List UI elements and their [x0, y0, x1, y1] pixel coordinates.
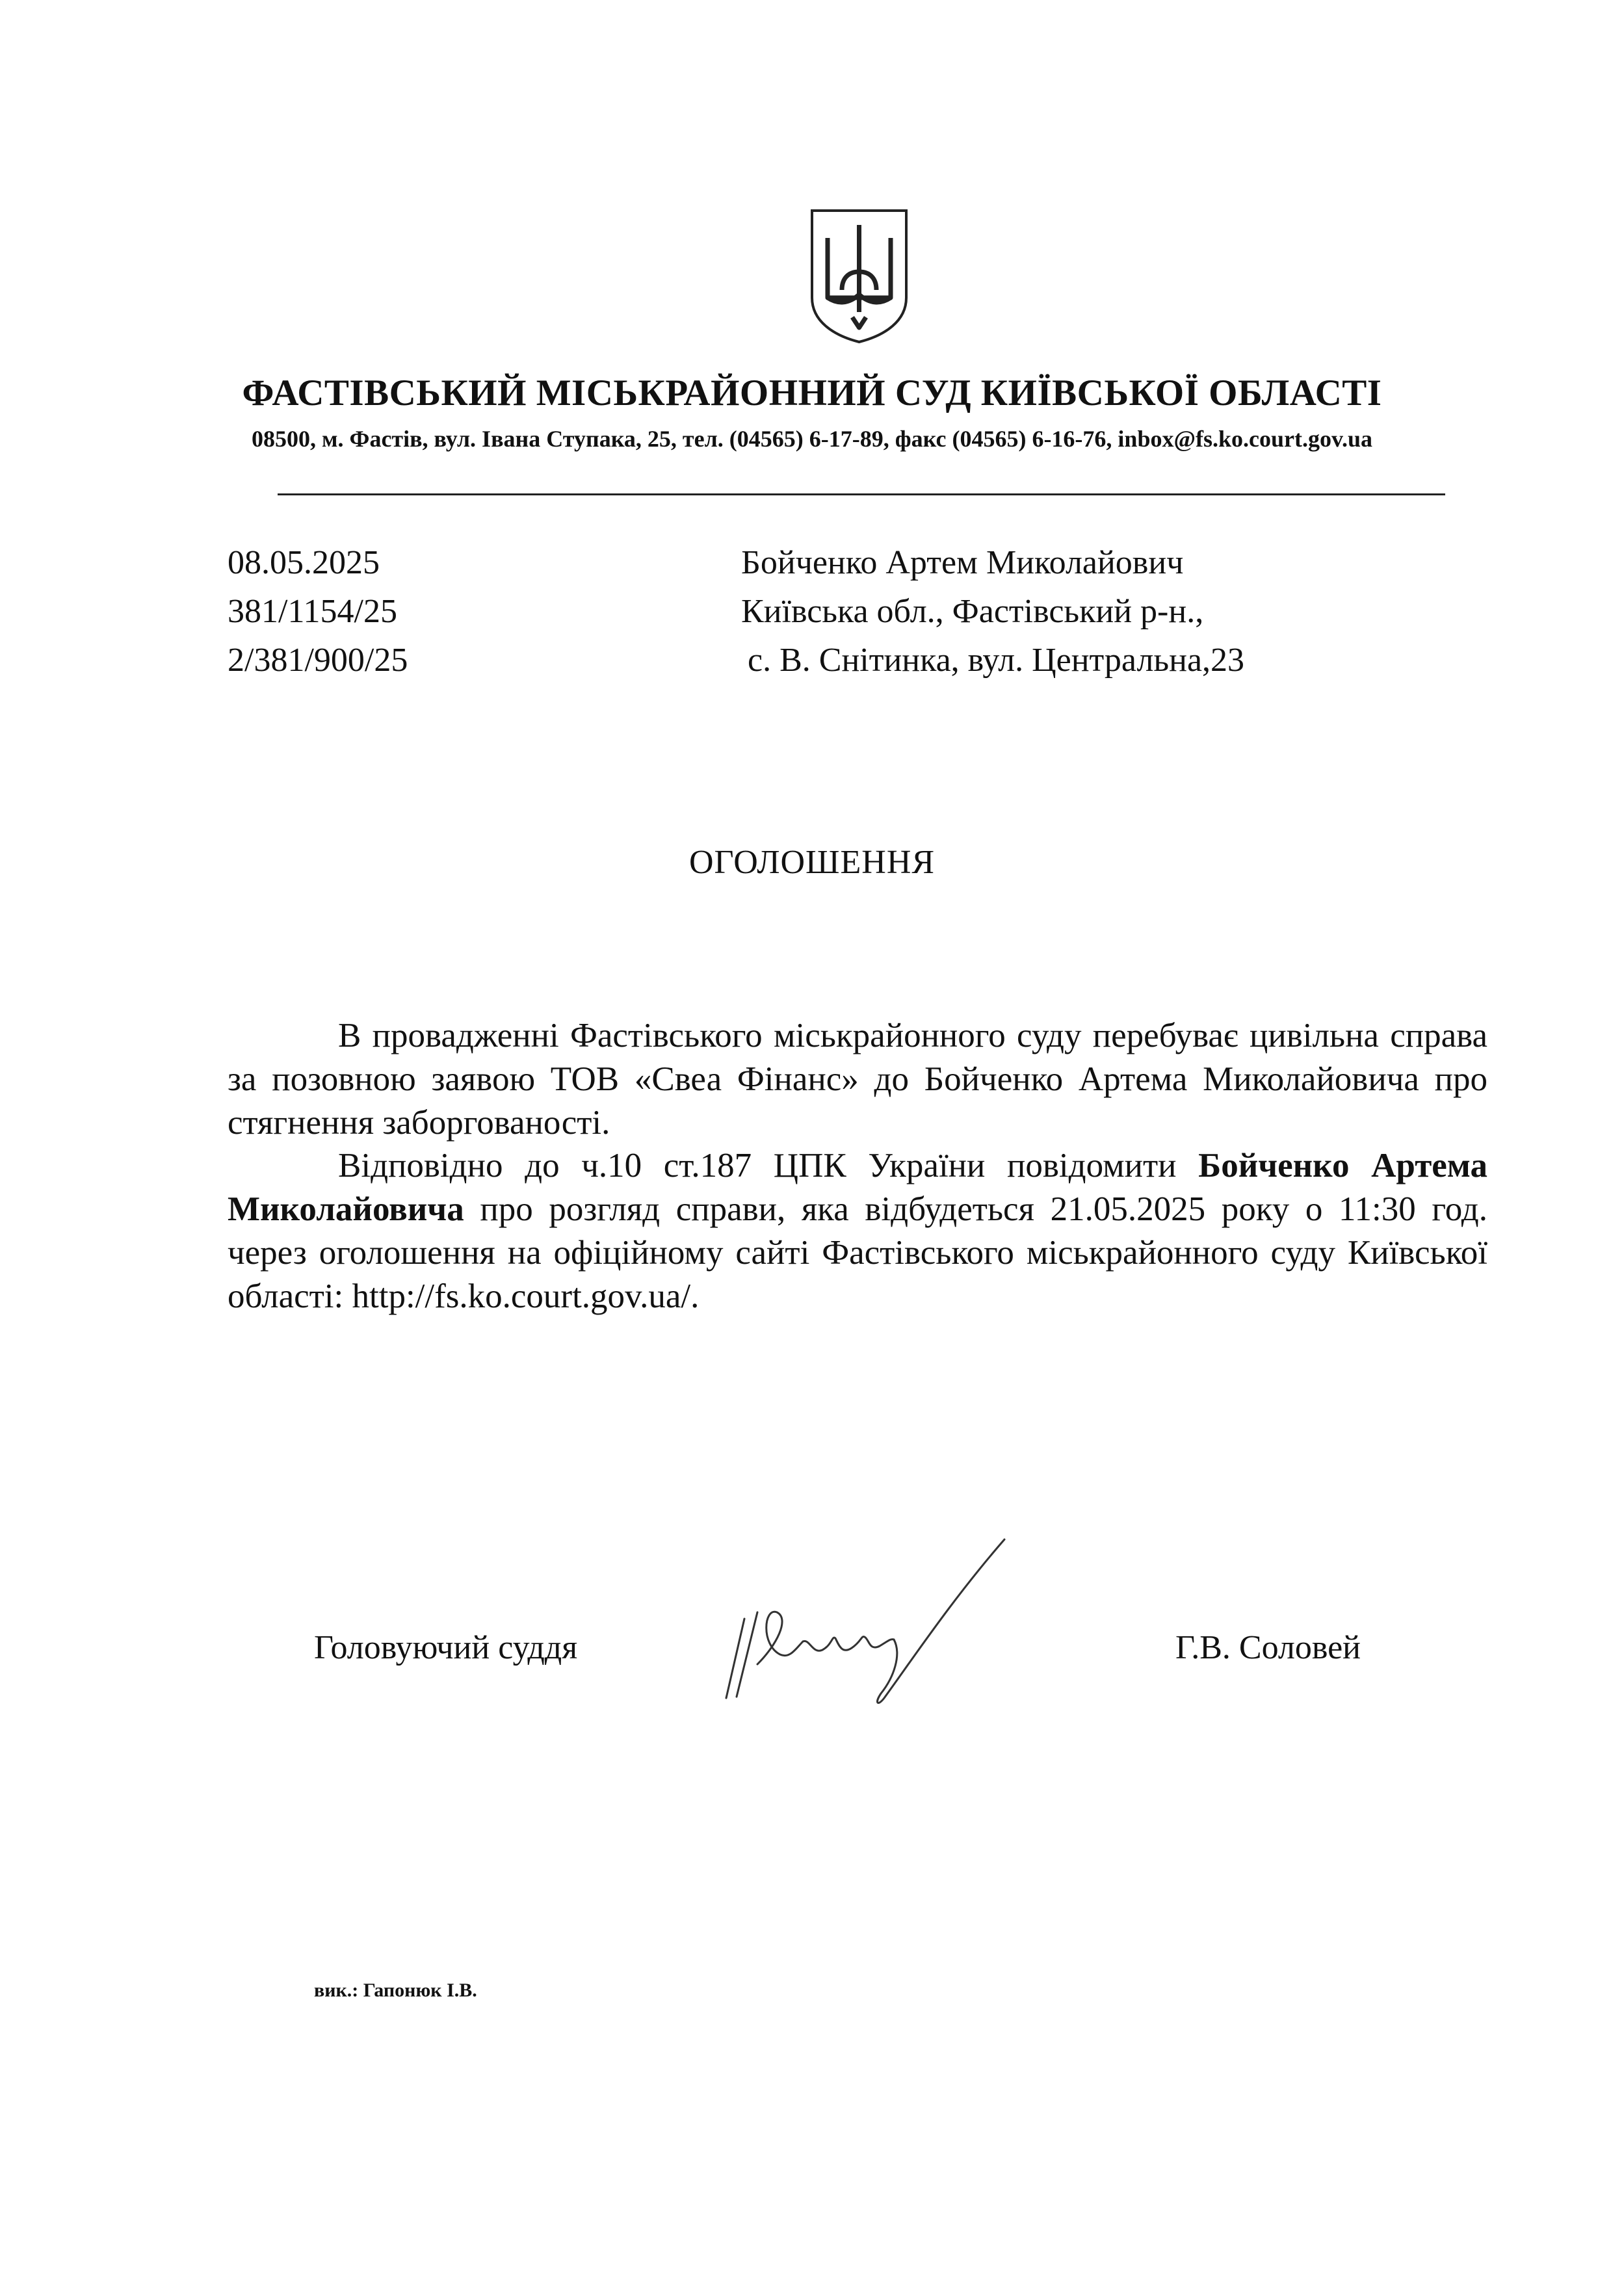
- document-date: 08.05.2025: [228, 544, 380, 581]
- addressee-line-3: с. В. Снітинка, вул. Центральна,23: [748, 642, 1245, 679]
- outgoing-number: 381/1154/25: [228, 593, 397, 630]
- paragraph-1-text: В провадженні Фастівського міськрайонного суду перебуває цивільна справа за позовною заявою ТОВ «Свеа Фінанс» до Бойченко Артема Миколайовича про стягнення заборгованості.: [228, 1017, 1487, 1142]
- header-divider: [278, 493, 1445, 495]
- addressee-name: Бойченко Артем Миколайович: [741, 544, 1184, 581]
- defendant-name-bold: Бойченко Артема Миколайовича: [228, 1147, 1487, 1228]
- addressee-line-2: Київська обл., Фастівський р-н.,: [741, 593, 1204, 630]
- coat-of-arms-icon: [808, 207, 910, 345]
- court-name: ФАСТІВСЬКИЙ МІСЬКРАЙОННИЙ СУД КИЇВСЬКОЇ ОБЛАСТІ: [242, 373, 1382, 413]
- case-number: 2/381/900/25: [228, 642, 408, 679]
- court-address: 08500, м. Фастів, вул. Івана Ступака, 25, тел. (04565) 6-17-89, факс (04565) 6-16-76, inbox@fs.ko.court.gov.ua: [252, 426, 1372, 452]
- addressee-block: [741, 538, 1244, 685]
- document-meta: [228, 538, 408, 685]
- executor-note: вик.: Гапонюк І.В.: [314, 1980, 477, 2001]
- body-paragraph-2: [228, 1144, 1487, 1318]
- paragraph-2-text-b: про розгляд справи, яка відбудеться 21.05.2025 року о 11:30 год. через оголошення на офіційному сайті Фастівського міськрайонного суду Київської області: http://fs.ko.court.gov.ua/.: [228, 1190, 1487, 1315]
- handwritten-signature: [699, 1515, 1037, 1729]
- document-heading: ОГОЛОШЕННЯ: [688, 844, 936, 881]
- body-paragraph-1: [228, 1014, 1487, 1145]
- paragraph-2-text-a: Відповідно до ч.10 ст.187 ЦПК України повідомити: [338, 1147, 1199, 1184]
- signatory-title: Головуючий суддя: [314, 1629, 578, 1666]
- signatory-name: Г.В. Соловей: [1175, 1629, 1361, 1666]
